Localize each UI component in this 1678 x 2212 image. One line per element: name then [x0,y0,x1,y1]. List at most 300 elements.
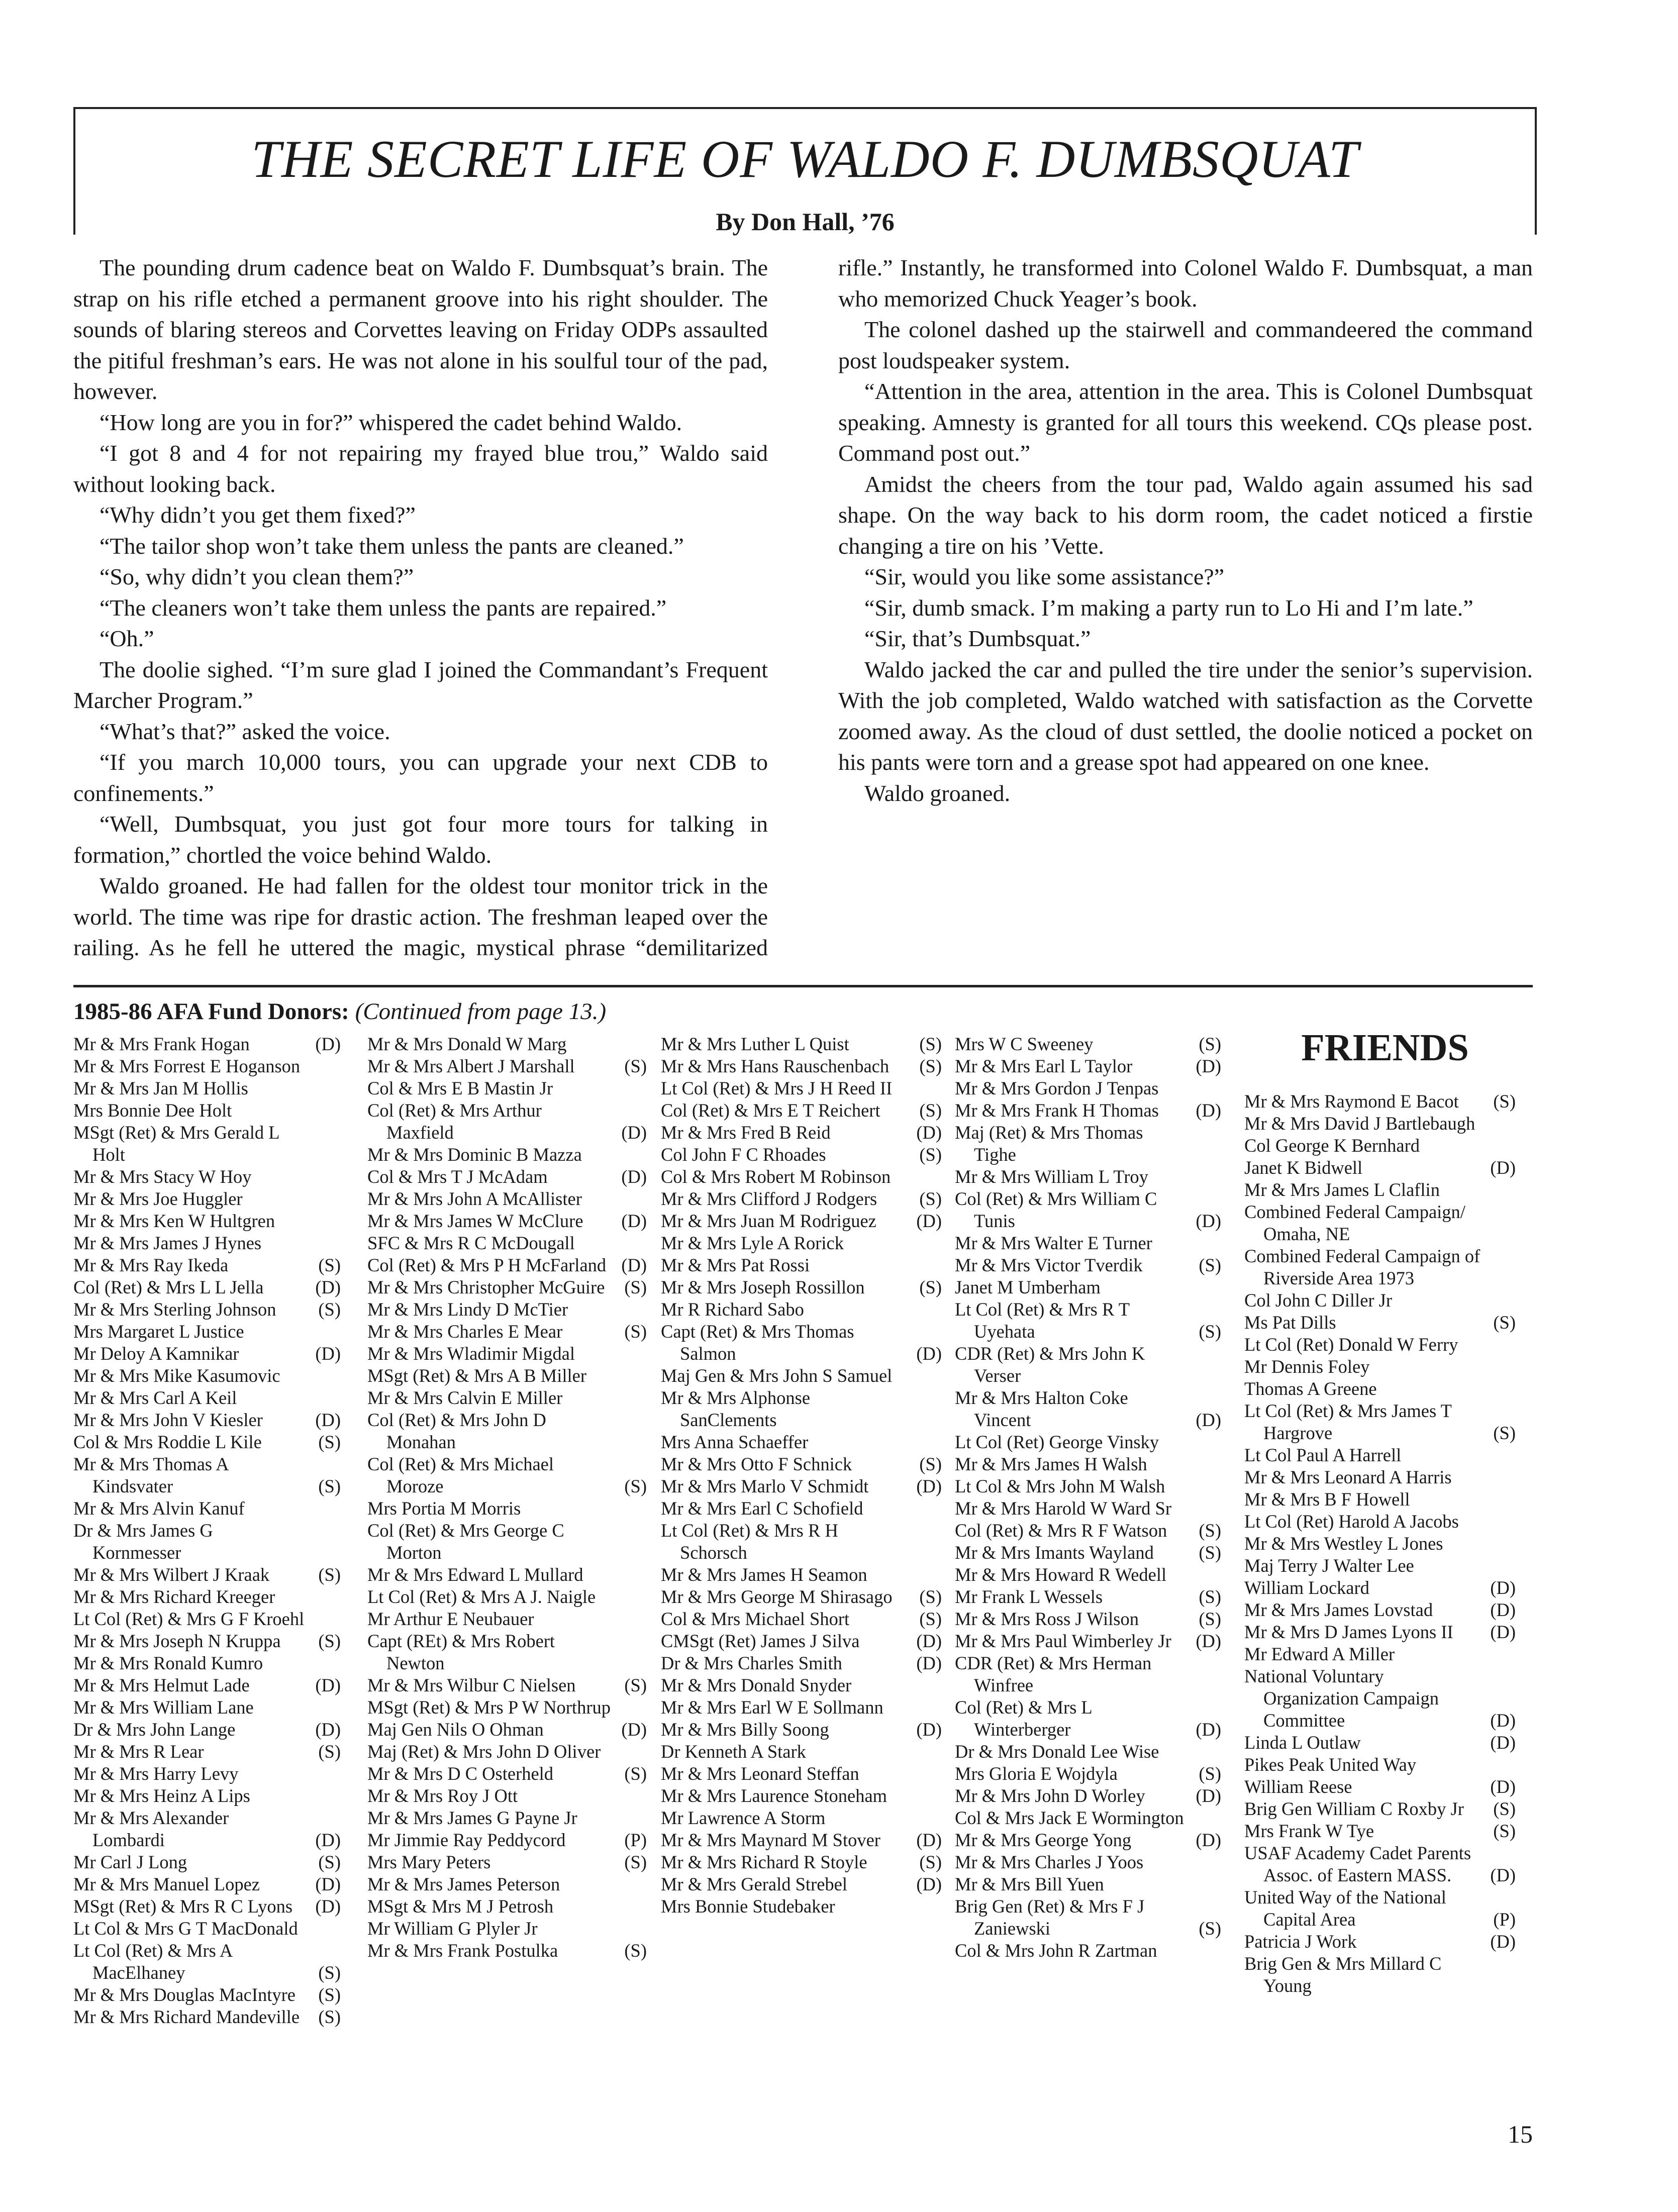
donor-name: Mr & Mrs Leonard A Harris [1244,1467,1452,1487]
donor-entry [661,1564,942,1586]
donor-name: Mr & Mrs Heinz A Lips [73,1785,250,1806]
donor-name: USAF Academy Cadet Parents Assoc. of Eastern MASS. [1244,1843,1471,1885]
donor-entry [661,1453,942,1475]
donor-entry [1244,1135,1516,1157]
donor-name: Mr & Mrs Joseph N Kruppa [73,1631,281,1651]
article-title-box [73,107,1537,235]
donor-name: Mr & Mrs William L Troy [955,1166,1148,1187]
donor-entry [955,1232,1221,1254]
donor-name: Mr & Mrs Harry Levy [73,1763,239,1784]
donor-entry [73,1166,341,1188]
donor-name: Mr & Mrs Harold W Ward Sr [955,1498,1171,1519]
donor-entry [73,1453,341,1497]
donor-code: (D) [621,1122,647,1143]
donor-entry [367,1033,647,1055]
donor-name: Mr & Mrs Lindy D McTier [367,1299,568,1320]
donor-code: (D) [916,1653,942,1673]
donor-name: Mr & Mrs Bill Yuen [955,1874,1104,1894]
article-paragraph: “The tailor shop won’t take them unless the pants are cleaned.” [100,533,684,559]
donor-name: Lt Col (Ret) & Mrs J H Reed II [661,1078,893,1098]
donor-entry [955,1298,1221,1343]
donor-name: Col & Mrs T J McAdam [367,1166,548,1187]
article-paragraph: Amidst the cheers from the tour pad, Waldo again assumed his sad shape. On the way back to his dorm room, the cadet noticed a firstie changing a tire on his ’Vette. [838,471,1533,559]
donor-entry [955,1652,1221,1696]
donor-code: (D) [916,1122,942,1143]
donor-name: Mrs Portia M Morris [367,1498,521,1519]
donor-entry [1244,1732,1516,1754]
article-paragraph: The colonel dashed up the stairwell and commandeered the command post loudspeaker system. [838,317,1533,373]
donor-entry [661,1365,942,1387]
donor-code: (S) [318,1564,341,1585]
donor-name: Capt (REt) & Mrs Robert Newton [367,1631,555,1673]
article-body [73,252,1533,971]
donor-name: Mr & Mrs Frank Postulka [367,1940,558,1961]
donor-name: Col (Ret) & Mrs Michael Moroze [367,1454,554,1496]
donor-code: (S) [318,1631,341,1651]
donor-entry [1244,1776,1516,1798]
donor-entry [73,1696,341,1719]
donor-name: Maj (Ret) & Mrs Thomas Tighe [955,1122,1143,1165]
donor-name: Mr & Mrs Mike Kasumovic [73,1365,280,1386]
donor-entry [955,1475,1221,1497]
donor-code: (D) [315,1719,341,1740]
donor-entry [1244,1665,1516,1732]
article-paragraph: “If you march 10,000 tours, you can upgrade your next CDB to confinements.” [73,749,768,806]
donor-entry [73,1232,341,1254]
donor-entry [1244,1511,1516,1533]
donor-name: Mr & Mrs Frank H Thomas [955,1100,1159,1121]
donor-code: (S) [1199,1321,1221,1342]
donor-entry [955,1453,1221,1475]
donor-entry [367,1343,647,1365]
donor-code: (D) [1490,1599,1516,1620]
donor-name: Mr & Mrs Walter E Turner [955,1233,1152,1253]
donor-code: (D) [315,1410,341,1430]
donor-code: (S) [1199,1608,1221,1629]
donor-name: Mr & Mrs Leonard Steffan [661,1763,859,1784]
donor-entry [955,1895,1221,1940]
donor-entry [955,1497,1221,1520]
donor-entry [661,1033,942,1055]
donor-entry [661,1122,942,1144]
donor-code: (D) [916,1343,942,1364]
donor-entry [73,1188,341,1210]
donor-name: Lt Col (Ret) Donald W Ferry [1244,1334,1458,1355]
donor-entry [661,1586,942,1608]
donor-name: Lt Col (Ret) George Vinsky [955,1432,1159,1452]
donor-name: Mr & Mrs Charles J Yoos [955,1852,1144,1872]
article-paragraph: “How long are you in for?” whispered the cadet behind Waldo. [100,409,682,435]
article-byline: By Don Hall, ’76 [716,208,895,236]
article-paragraph: “So, why didn’t you clean them?” [100,564,414,589]
donor-entry [367,1276,647,1298]
donor-name: Mr & Mrs Calvin E Miller [367,1387,563,1408]
donor-entry [73,1321,341,1343]
donor-entry [661,1895,942,1918]
donor-entry [73,1763,341,1785]
donor-code: (D) [621,1166,647,1187]
donor-name: Mr & Mrs Earl L Taylor [955,1056,1133,1076]
donor-entry [661,1099,942,1122]
donor-entry [1244,1533,1516,1555]
donor-name: United Way of the National Capital Area [1244,1887,1446,1930]
donor-name: Mr & Mrs Pat Rossi [661,1255,810,1275]
article-paragraph: “What’s that?” asked the voice. [100,718,390,744]
donor-entry [661,1785,942,1807]
donor-entry [661,1674,942,1696]
donor-name: Mr & Mrs R Lear [73,1741,204,1762]
donor-name: Janet K Bidwell [1244,1157,1363,1178]
donor-entry [661,1298,942,1321]
donor-name: Mr & Mrs James J Hynes [73,1233,262,1253]
donor-name: Mr & Mrs D C Osterheld [367,1763,554,1784]
donor-name: Lt Col (Ret) & Mrs A MacElhaney [73,1940,232,1983]
donor-entry [955,1166,1221,1188]
article-paragraph: “Sir, dumb smack. I’m making a party run to Lo Hi and I’m late.” [864,594,1473,621]
donor-entry [73,1873,341,1895]
donor-entry [955,1077,1221,1099]
donor-name: Mr & Mrs James L Claflin [1244,1179,1440,1200]
donor-name: Mr & Mrs Joe Huggler [73,1188,243,1209]
donor-name: MSgt (Ret) & Mrs Gerald L Holt [73,1122,279,1165]
donor-entry [367,1365,647,1387]
donor-entry [73,1674,341,1696]
donor-name: Mr & Mrs George Yong [955,1830,1132,1850]
donor-entry [73,1984,341,2006]
donor-code: (S) [1199,1763,1221,1784]
donor-name: MSgt (Ret) & Mrs P W Northrup [367,1697,611,1718]
donor-name: Mr & Mrs Marlo V Schmidt [661,1476,869,1496]
article-paragraph: “The cleaners won’t take them unless the pants are repaired.” [100,594,667,621]
donor-code: (S) [624,1321,647,1342]
donor-list-title: 1985-86 AFA Fund Donors: [73,998,349,1025]
donor-entry [1244,1820,1516,1842]
donor-code: (D) [916,1476,942,1496]
donor-entry [1244,1289,1516,1312]
article-paragraph: “Sir, that’s Dumbsquat.” [864,626,1091,651]
donor-entry [661,1077,942,1099]
donor-entry [73,1365,341,1387]
donor-name: Mr & Mrs Donald Snyder [661,1675,852,1695]
donor-name: Col George K Bernhard [1244,1135,1420,1156]
donor-name: Mr & Mrs Earl W E Sollmann [661,1697,883,1718]
article-paragraph: The doolie sighed. “I’m sure glad I joined the Commandant’s Frequent Marcher Program.” [73,656,768,713]
donor-entry [367,1873,647,1895]
donor-entry [661,1254,942,1276]
donor-name: Mr & Mrs Edward L Mullard [367,1564,583,1585]
donor-entry [661,1652,942,1674]
donor-name: Mrs Frank W Tye [1244,1821,1374,1841]
donor-name: Mr & Mrs Douglas MacIntyre [73,1984,295,2005]
donor-entry [367,1298,647,1321]
donor-name: Mrs Bonnie Dee Holt [73,1100,232,1121]
donor-name: Mr & Mrs Alvin Kanuf [73,1498,245,1519]
donor-name: Mrs W C Sweeney [955,1034,1094,1054]
donor-entry [73,1719,341,1741]
donor-code: (S) [1493,1821,1516,1841]
donor-code: (D) [1196,1785,1221,1806]
donor-name: CDR (Ret) & Mrs John K Verser [955,1343,1145,1386]
donor-code: (D) [1196,1211,1221,1231]
article-paragraph: “Attention in the area, attention in the area. This is Colonel Dumbsquat speaking. Amnesty is granted for all tours this weekend. CQs please post. Command post out.” [838,378,1533,466]
donor-name: National Voluntary Organization Campaign Committee [1244,1666,1439,1731]
donor-name: Mr & Mrs Gordon J Tenpas [955,1078,1159,1098]
donor-entry [1244,1444,1516,1466]
section-divider [73,985,1533,987]
donor-name: Mr & Mrs Howard R Wedell [955,1564,1167,1585]
donor-name: Mr Arthur E Neubauer [367,1608,534,1629]
donor-name: Maj Terry J Walter Lee [1244,1555,1414,1576]
donor-code: (D) [1490,1710,1516,1731]
donor-entry [73,1077,341,1099]
donor-name: Mr & Mrs James Lovstad [1244,1599,1433,1620]
donor-entry [955,1873,1221,1895]
donor-name: Ms Pat Dills [1244,1312,1336,1333]
donor-name: Mr & Mrs Paul Wimberley Jr [955,1631,1171,1651]
donor-name: Mr & Mrs Dominic B Mazza [367,1144,582,1165]
donor-code: (S) [1199,1918,1221,1939]
donor-name: Col (Ret) & Mrs George C Morton [367,1520,564,1563]
donor-name: Mr & Mrs James W McClure [367,1211,583,1231]
donor-entry [1244,1754,1516,1776]
donor-entry [73,1298,341,1321]
donor-entry [661,1055,942,1077]
donor-name: Mr & Mrs Ray Ikeda [73,1255,229,1275]
donor-name: William Reese [1244,1776,1352,1797]
donor-code: (S) [624,1763,647,1784]
donor-entry [73,2006,341,2028]
donor-name: Mr & Mrs Laurence Stoneham [661,1785,887,1806]
donor-name: Mr & Mrs David J Bartlebaugh [1244,1113,1475,1134]
donor-name: Mr & Mrs Sterling Johnson [73,1299,276,1320]
donor-entry [955,1431,1221,1453]
donor-name: Lt Col (Ret) & Mrs James T Hargrove [1244,1400,1452,1443]
article-paragraph: Waldo groaned. [864,780,1011,806]
donor-entry [955,1122,1221,1166]
donor-entry [661,1188,942,1210]
donor-name: Mr & Mrs Ross J Wilson [955,1608,1139,1629]
donor-entry [955,1630,1221,1652]
donor-entry [367,1741,647,1763]
donor-entry [367,1895,647,1918]
donor-entry [73,1343,341,1365]
donor-name: Mr & Mrs Maynard M Stover [661,1830,880,1850]
donor-entry [1244,1113,1516,1135]
donor-entry [73,1630,341,1652]
donor-name: MSgt & Mrs M J Petrosh [367,1896,554,1917]
donor-name: Mr William G Plyler Jr [367,1918,538,1939]
donor-name: Lt Col Paul A Harrell [1244,1445,1402,1465]
donor-name: Lt Col & Mrs John M Walsh [955,1476,1165,1496]
donor-entry [661,1497,942,1520]
donor-entry [661,1873,942,1895]
donor-entry [367,1807,647,1829]
donor-name: Mrs Bonnie Studebaker [661,1896,835,1917]
donor-entry [367,1099,647,1144]
donor-code: (S) [318,1984,341,2005]
donor-entry [73,1807,341,1851]
donor-entry [1244,1953,1516,1997]
donor-name: Mr & Mrs John V Kiesler [73,1410,263,1430]
donor-entry [955,1763,1221,1785]
donor-name: Mr & Mrs John D Worley [955,1785,1145,1806]
donor-name: Col (Ret) & Mrs William C Tunis [955,1188,1157,1231]
donor-entry [73,1520,341,1564]
donor-entry [1244,1488,1516,1511]
donor-entry [1244,1886,1516,1931]
donor-name: Mr & Mrs Victor Tverdik [955,1255,1143,1275]
donor-code: (D) [315,1343,341,1364]
donor-entry [1244,1599,1516,1621]
donor-entry [367,1608,647,1630]
donor-name: Lt Col (Ret) & Mrs R H Schorsch [661,1520,838,1563]
donor-name: William Lockard [1244,1577,1369,1598]
donor-entry [367,1940,647,1962]
donor-name: Dr Kenneth A Stark [661,1741,806,1762]
donor-name: Col & Mrs John R Zartman [955,1940,1157,1961]
donor-name: Maj Gen Nils O Ohman [367,1719,544,1740]
donor-name: Capt (Ret) & Mrs Thomas Salmon [661,1321,854,1364]
donor-name: Mr & Mrs Lyle A Rorick [661,1233,844,1253]
donor-entry [661,1520,942,1564]
donor-name: Col & Mrs Robert M Robinson [661,1166,891,1187]
donor-entry [73,1497,341,1520]
donor-code: (D) [1196,1631,1221,1651]
donor-entry [955,1520,1221,1542]
donor-code: (D) [1490,1865,1516,1885]
donor-name: Lt Col (Ret) & Mrs A J. Naigle [367,1586,596,1607]
donor-entry [661,1276,942,1298]
donor-code: (D) [1196,1719,1221,1740]
donor-name: Mr Carl J Long [73,1852,187,1872]
donor-entry [955,1254,1221,1276]
donor-name: Mr & Mrs Forrest E Hoganson [73,1056,301,1076]
donor-entry [367,1918,647,1940]
donor-entry [955,1542,1221,1564]
donor-entry [367,1674,647,1696]
donor-entry [367,1586,647,1608]
donor-name: Mr & Mrs Frank Hogan [73,1034,250,1054]
donor-code: (S) [318,1476,341,1496]
donor-code: (D) [1196,1830,1221,1850]
donor-name: Mr & Mrs Thomas A Kindsvater [73,1454,228,1496]
article-paragraph: “Why didn’t you get them fixed?” [100,502,416,528]
donor-code: (D) [621,1719,647,1740]
donor-code: (D) [315,1277,341,1297]
donor-entry [73,1431,341,1453]
donor-entry [367,1210,647,1232]
donor-name: Pikes Peak United Way [1244,1754,1417,1775]
donor-name: Janet M Umberham [955,1277,1101,1297]
donor-entry [73,1586,341,1608]
donor-code: (D) [1196,1100,1221,1121]
donor-column-4 [955,1033,1221,1962]
donor-name: MSgt (Ret) & Mrs A B Miller [367,1365,587,1386]
donor-code: (D) [1490,1732,1516,1753]
donor-name: Mrs Margaret L Justice [73,1321,244,1342]
donor-entry [955,1608,1221,1630]
donor-code: (D) [1490,1622,1516,1642]
donor-entry [367,1409,647,1453]
donor-code: (S) [919,1100,942,1121]
donor-name: Mr & Mrs Ronald Kumro [73,1653,263,1673]
donor-code: (D) [1490,1931,1516,1952]
donor-name: Mr & Mrs Westley L Jones [1244,1533,1443,1554]
donor-code: (S) [318,1852,341,1872]
donor-entry [1244,1931,1516,1953]
donor-name: Mr & Mrs Wladimir Migdal [367,1343,575,1364]
donor-entry [367,1497,647,1520]
donor-name: Dr & Mrs Donald Lee Wise [955,1741,1159,1762]
donor-name: Mr & Mrs B F Howell [1244,1489,1410,1510]
donor-name: Mrs Anna Schaeffer [661,1432,809,1452]
donor-entry [73,1387,341,1409]
donor-entry [1244,1334,1516,1356]
donor-code: (D) [916,1830,942,1850]
donor-name: Lt Col (Ret) & Mrs G F Kroehl [73,1608,305,1629]
donor-entry [367,1166,647,1188]
donor-name: CMSgt (Ret) James J Silva [661,1631,860,1651]
donor-entry [955,1099,1221,1122]
donor-code: (S) [318,1255,341,1275]
donor-code: (D) [315,1675,341,1695]
donor-entry [1244,1643,1516,1665]
donor-name: Mr & Mrs James H Seamon [661,1564,867,1585]
donor-name: Mr & Mrs Imants Wayland [955,1542,1154,1563]
donor-name: Col (Ret) & Mrs John D Monahan [367,1410,546,1452]
donor-entry [1244,1201,1516,1245]
donor-name: Dr & Mrs Charles Smith [661,1653,842,1673]
donor-entry [661,1696,942,1719]
donor-entry [955,1807,1221,1829]
donor-entry [661,1431,942,1453]
donor-name: Mr & Mrs William Lane [73,1697,254,1718]
donor-name: Col (Ret) & Mrs L Winterberger [955,1697,1092,1740]
donor-code: (S) [1199,1520,1221,1541]
donor-code: (D) [916,1719,942,1740]
donor-entry [1244,1356,1516,1378]
donor-name: Mr & Mrs James Peterson [367,1874,560,1894]
donor-entry [367,1719,647,1741]
donor-name: Col (Ret) & Mrs R F Watson [955,1520,1167,1541]
donor-entry [367,1144,647,1166]
donor-entry [661,1387,942,1431]
donor-name: Mr & Mrs Charles E Mear [367,1321,563,1342]
donor-name: Mr R Richard Sabo [661,1299,804,1320]
donor-entry [73,1652,341,1674]
donor-entry [1244,1798,1516,1820]
donor-name: Mr & Mrs D James Lyons II [1244,1622,1453,1642]
donor-entry [73,1122,341,1166]
donor-code: (D) [1490,1157,1516,1178]
donor-name: Mr & Mrs Wilbur C Nielsen [367,1675,576,1695]
donor-name: Mr & Mrs Carl A Keil [73,1387,237,1408]
donor-name: Mr & Mrs George M Shirasago [661,1586,893,1607]
donor-name: Lt Col (Ret) Harold A Jacobs [1244,1511,1459,1532]
donor-entry [367,1630,647,1674]
donor-entry [73,1940,341,1984]
donor-name: Mr & Mrs Stacy W Hoy [73,1166,252,1187]
donor-entry [955,1033,1221,1055]
donor-name: Mr & Mrs Donald W Marg [367,1034,567,1054]
donor-name: Mr Frank L Wessels [955,1586,1103,1607]
donor-name: MSgt (Ret) & Mrs R C Lyons [73,1896,293,1917]
donor-entry [661,1232,942,1254]
donor-entry [367,1851,647,1873]
donor-code: (S) [624,1940,647,1961]
donor-entry [955,1586,1221,1608]
donor-entry [661,1807,942,1829]
